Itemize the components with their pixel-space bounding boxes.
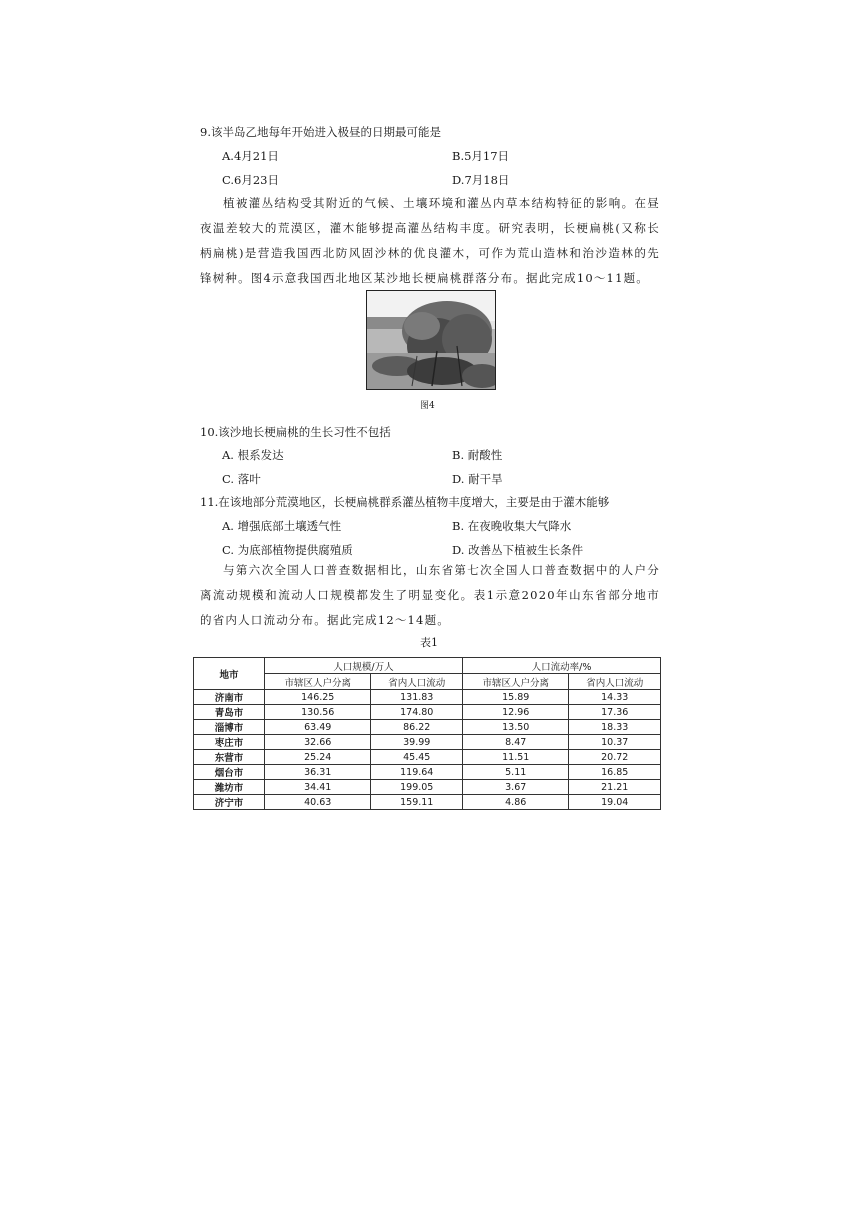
question-10-option-a: A. 根系发达 xyxy=(222,448,284,462)
value-cell: 130.56 xyxy=(265,705,371,720)
shrub-photo-image xyxy=(367,291,496,390)
value-cell: 19.04 xyxy=(569,795,661,810)
table-row xyxy=(194,705,661,720)
question-10-option-c: C. 落叶 xyxy=(222,472,261,486)
value-cell: 174.80 xyxy=(371,705,463,720)
value-cell: 3.67 xyxy=(462,780,568,795)
value-cell: 4.86 xyxy=(462,795,568,810)
value-cell: 17.36 xyxy=(569,705,661,720)
table-row xyxy=(194,795,661,810)
table-row xyxy=(194,720,661,735)
value-cell: 36.31 xyxy=(265,765,371,780)
value-cell: 40.63 xyxy=(265,795,371,810)
value-cell: 10.37 xyxy=(569,735,661,750)
value-cell: 45.45 xyxy=(371,750,463,765)
city-cell: 济南市 xyxy=(194,690,265,705)
city-cell: 烟台市 xyxy=(194,765,265,780)
value-cell: 119.64 xyxy=(371,765,463,780)
value-cell: 5.11 xyxy=(462,765,568,780)
table-row xyxy=(194,735,661,750)
population-table xyxy=(193,657,661,810)
subheader-scale-separation: 市辖区人户分离 xyxy=(265,674,371,690)
city-cell: 济宁市 xyxy=(194,795,265,810)
city-cell: 潍坊市 xyxy=(194,780,265,795)
value-cell: 21.21 xyxy=(569,780,661,795)
header-city: 地市 xyxy=(194,658,265,690)
question-9-option-c: C.6月23日 xyxy=(222,173,279,187)
question-10-option-d: D. 耐干旱 xyxy=(452,472,503,486)
question-11-stem: 11.在该地部分荒漠地区，长梗扁桃群系灌丛植物丰度增大，主要是由于灌木能够 xyxy=(200,495,610,509)
table-row xyxy=(194,765,661,780)
value-cell: 16.85 xyxy=(569,765,661,780)
value-cell: 34.41 xyxy=(265,780,371,795)
header-population-scale: 人口规模/万人 xyxy=(265,658,463,674)
question-11-option-c: C. 为底部植物提供腐殖质 xyxy=(222,543,353,557)
figure-4-photo xyxy=(366,290,496,390)
value-cell: 13.50 xyxy=(462,720,568,735)
subheader-rate-separation: 市辖区人户分离 xyxy=(462,674,568,690)
question-9-option-d: D.7月18日 xyxy=(452,173,510,187)
value-cell: 11.51 xyxy=(462,750,568,765)
value-cell: 8.47 xyxy=(462,735,568,750)
passage-shrub: 植被灌丛结构受其附近的气候、土壤环境和灌丛内草本结构特征的影响。在昼夜温差较大的荒漠区，灌木能够提高灌丛结构丰度。研究表明，长梗扁桃(又称长柄扁桃)是营造我国西北防风固沙林的优良灌木，可作为荒山造林和治沙造林的先锋树种。图4示意我国西北地区某沙地长梗扁桃群落分布。据此完成10～11题。 xyxy=(200,196,660,285)
subheader-scale-inprovince: 省内人口流动 xyxy=(371,674,463,690)
question-10-option-b: B. 耐酸性 xyxy=(452,448,503,462)
city-cell: 淄博市 xyxy=(194,720,265,735)
question-11-option-a: A. 增强底部土壤透气性 xyxy=(222,519,342,533)
value-cell: 15.89 xyxy=(462,690,568,705)
header-flow-rate: 人口流动率/% xyxy=(462,658,660,674)
question-11-option-d: D. 改善丛下植被生长条件 xyxy=(452,543,584,557)
question-11-option-b: B. 在夜晚收集大气降水 xyxy=(452,519,572,533)
table-row xyxy=(194,780,661,795)
value-cell: 146.25 xyxy=(265,690,371,705)
subheader-rate-inprovince: 省内人口流动 xyxy=(569,674,661,690)
city-cell: 东营市 xyxy=(194,750,265,765)
question-9-stem: 9.该半岛乙地每年开始进入极昼的日期最可能是 xyxy=(200,125,441,139)
value-cell: 25.24 xyxy=(265,750,371,765)
table-row xyxy=(194,750,661,765)
question-9-option-b: B.5月17日 xyxy=(452,149,510,163)
passage-population: 与第六次全国人口普查数据相比，山东省第七次全国人口普查数据中的人户分离流动规模和流动人口规模都发生了明显变化。表1示意2020年山东省部分地市的省内人口流动分布。据此完成12～14题。 xyxy=(200,563,660,627)
figure-4-caption: 图4 xyxy=(420,401,435,411)
value-cell: 63.49 xyxy=(265,720,371,735)
table-row xyxy=(194,690,661,705)
value-cell: 39.99 xyxy=(371,735,463,750)
question-10-stem: 10.该沙地长梗扁桃的生长习性不包括 xyxy=(200,425,391,439)
city-cell: 枣庄市 xyxy=(194,735,265,750)
value-cell: 20.72 xyxy=(569,750,661,765)
question-9-option-a: A.4月21日 xyxy=(222,149,279,163)
value-cell: 14.33 xyxy=(569,690,661,705)
value-cell: 159.11 xyxy=(371,795,463,810)
value-cell: 199.05 xyxy=(371,780,463,795)
value-cell: 131.83 xyxy=(371,690,463,705)
value-cell: 12.96 xyxy=(462,705,568,720)
value-cell: 86.22 xyxy=(371,720,463,735)
table-1-title: 表1 xyxy=(420,636,438,649)
value-cell: 32.66 xyxy=(265,735,371,750)
value-cell: 18.33 xyxy=(569,720,661,735)
city-cell: 青岛市 xyxy=(194,705,265,720)
